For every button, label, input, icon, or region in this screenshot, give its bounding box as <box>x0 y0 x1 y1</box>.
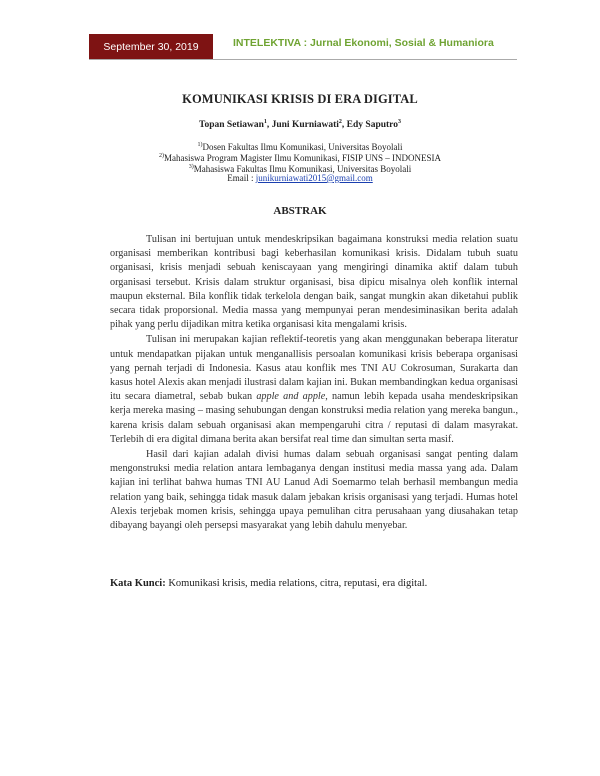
abstract-p2-text-cont: , namun lebih kepada usaha mendeskripsikan kerja mereka masing – masing sehubungan dengan konstruksi media relation yang mereka bangun., karena krisis dalam sebuah organisasi akan mempengaruhi citra / reputasi di dalam masyrakat. Terlebih di era digital dimana berita akan bersifat real time dan simultan serta masif. <box>110 391 518 445</box>
author-sup: 3 <box>397 119 401 125</box>
affiliation-sup: 1) <box>197 142 203 148</box>
author-name: Topan Setiawan <box>199 120 264 131</box>
keywords-line <box>110 578 530 589</box>
journal-name: INTELEKTIVA : Jurnal Ekonomi, Sosial & Humaniora <box>233 37 494 49</box>
affiliation-text: Mahasiswa Program Magister Ilmu Komunikasi, FISIP UNS – INDONESIA <box>164 153 441 163</box>
affiliation-text: Mahasiswa Fakultas Ilmu Komunikasi, Universitas Boyolali <box>193 164 412 174</box>
author-line: Topan Setiawan$^1$, Juni Kurniawati$^2$, Edy Saputro$^3$ <box>199 119 401 131</box>
author-sup: 1 <box>263 119 267 125</box>
abstract-paragraph-1: Tulisan ini bertujuan untuk mendeskripsikan bagaimana konstruksi media relation suatu organisasi memberikan kontribusi bagi keberhasilan komunikasi krisis. Didalam tubuh suatu organisasi, krisis menjadi sebuah keniscayaan yang mengiringi dinamika aktif dalam tubuh organisasi tersebut. Krisis dalam struktur organisasi, bisa dipicu misalnya oleh konflik internal maupun eksternal. Bila konflik tidak terkelola dengan baik, sangat mungkin akan diketahui publik secara tidak proporsional. Media massa yang mempunyai peran mendesiminasikan berita adalah pihak yang perlu dijadikan mitra ketika organisasi kita mengalami krisis. <box>110 234 518 331</box>
abstract-p2-italic: apple and apple <box>256 391 326 403</box>
abstract-heading: ABSTRAK <box>273 205 327 217</box>
header-divider <box>89 59 517 60</box>
affiliation-sup: 2) <box>159 153 165 159</box>
paper-title: KOMUNIKASI KRISIS DI ERA DIGITAL <box>182 92 418 106</box>
issue-date-badge: September 30, 2019 <box>89 34 213 60</box>
affiliation-text: Dosen Fakultas Ilmu Komunikasi, Universitas Boyolali <box>202 142 403 152</box>
affiliation-sup: 3) <box>188 164 194 170</box>
email-line <box>0 173 600 184</box>
author-name: Edy Saputro <box>346 120 398 131</box>
email-label: Email : <box>227 173 254 183</box>
email-link[interactable]: junikurniawati2015@gmail.com <box>255 173 373 183</box>
abstract-p2-text: Tulisan ini merupakan kajian reflektif-teoretis yang akan menggunakan beberapa literatur untuk mendapatkan pijakan untuk menganallisis persoalan komunikasi krisis beberapa organisasi yang pernah terjadi di Indonesia. Kasus atau konflik mes TNI AU Cokrosuman, Surakarta dan kasus hotel Alexis akan menjadi ilustrasi dalam kajian ini. Bukan membandingkan kedua organisasi itu secara diametral, sebab bukan <box>110 334 518 403</box>
abstract-paragraph-3: Hasil dari kajian adalah divisi humas dalam sebuah organisasi sangat penting dalam mengonstruksi media relation antara lembaganya dengan institusi media massa yang ada. Dalam kajian ini terlihat bahwa humas TNI AU Lanud Adi Soemarmo telah berhasil membangun media relation yang baik, sehingga tidak masuk dalam jebakan krisis organisasi yang terjadi. Humas hotel Alexis terjebak momen krisis, sehingga upaya pemulihan citra perusahaan yang diusahakan tetap dibayang bayangi oleh persepsi masyarakat yang lebih dahulu menyebar. <box>110 449 518 532</box>
keywords-text: Komunikasi krisis, media relations, citra, reputasi, era digital. <box>168 578 428 589</box>
author-sup: 2 <box>338 119 342 125</box>
abstract-body <box>110 233 518 534</box>
author-name: Juni Kurniawati <box>271 120 339 131</box>
abstract-paragraph-2 <box>110 333 518 447</box>
keywords-label: Kata Kunci: <box>110 578 166 589</box>
